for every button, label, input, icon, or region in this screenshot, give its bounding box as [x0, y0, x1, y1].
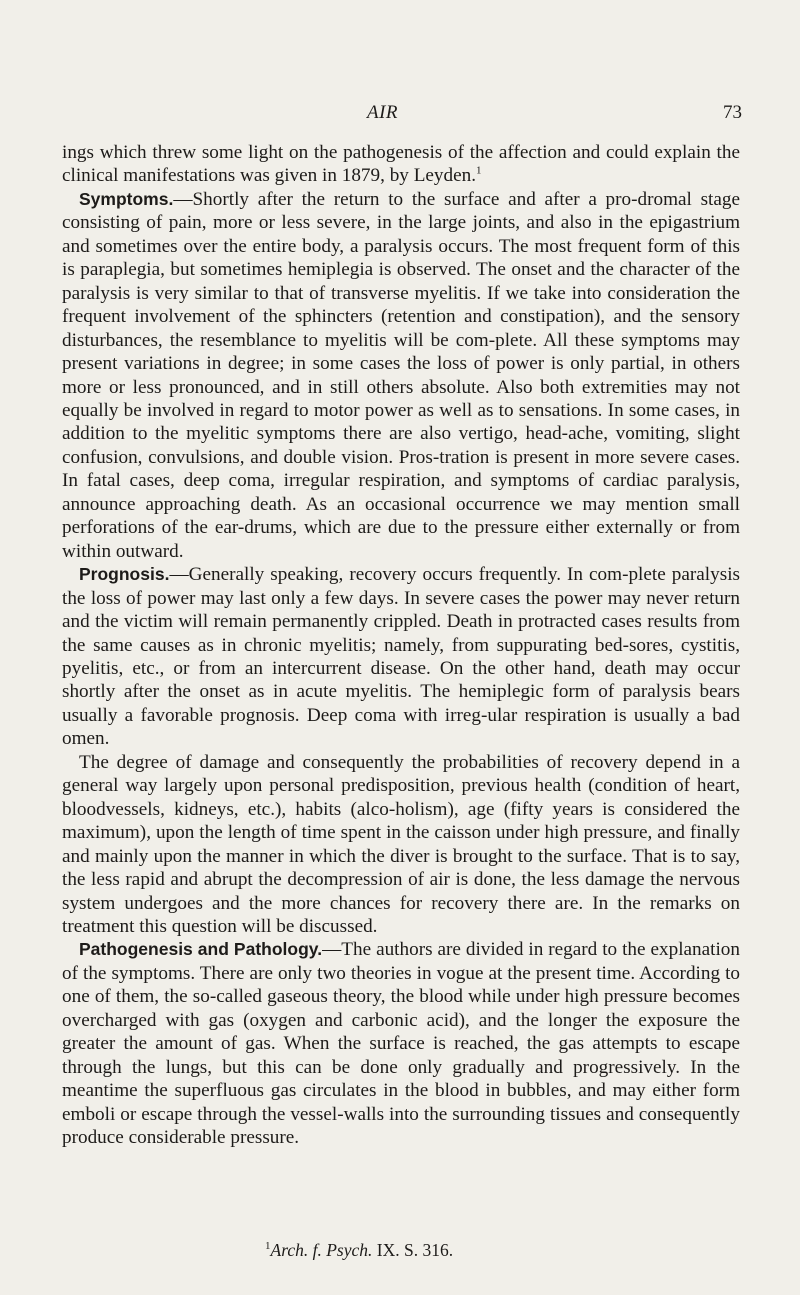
damage-text: The degree of damage and consequently the probabilities of recovery depend in a general way largely upon personal predisposition, previous health (condition of heart, bloodvessels, kidneys, etc.), habits (alco-holism), age (fifty years is considered the maximum), upon the length of time spent in the caisson under high pressure, and finally and mainly upon the manner in which the diver is brought to the surface. That is to say, the less rapid and abrupt the decompression of air is done, the less damage the nervous system undergoes and the more chances for recovery there are. In the remarks on treatment this question will be discussed. — [62, 751, 740, 937]
footnote-marker: 1 — [265, 1240, 271, 1253]
running-title: AIR — [367, 102, 399, 123]
damage-paragraph — [62, 751, 740, 939]
pathogenesis-paragraph — [62, 938, 740, 1149]
prognosis-paragraph — [62, 563, 740, 751]
footnote-reference: 1 — [476, 165, 482, 178]
running-head — [0, 100, 800, 130]
prognosis-heading: Prognosis. — [79, 564, 170, 585]
symptoms-text: —Shortly after the return to the surface and after a pro-dromal stage consisting of pain, more or less severe, in the large joints, and also in the epigastrium and sometimes over the entire body, a paralysis occurs. The most frequent form of this is paraplegia, but sometimes hemiplegia is observed. The onset and the character of the paralysis is very similar to that of transverse myelitis. If we take into consideration the frequent involvement of the sphincters (retention and constipation), and the sensory disturbances, the resemblance to myelitis will be com-plete. All these symptoms may present variations in degree; in some cases the loss of power is only partial, in others more or less pronounced, and in still others absolute. Also both extremities may not equally be involved in regard to motor power as well as to sensations. In some cases, in addition to the myelitic symptoms there are also vertigo, head-ache, vomiting, slight confusion, convulsions, and double vision. Pros-tration is present in more severe cases. In fatal cases, deep coma, irregular respiration, and symptoms of cardiac paralysis, announce approaching death. As an occasional occurrence we may mention small perforations of the ear-drums, which are due to the pressure either externally or from within outward. — [62, 188, 740, 562]
prognosis-text: —Generally speaking, recovery occurs frequently. In com-plete paralysis the loss of power may last only a few days. In severe cases the power may never return and the victim will remain permanently crippled. Death in protracted cases results from the same causes as in chronic myelitis; namely, from suppurating bed-sores, cystitis, pyelitis, etc., or from an intercurrent disease. On the other hand, death may occur shortly after the onset as in acute myelitis. The hemiplegic form of paralysis bears usually a favorable prognosis. Deep coma with irreg-ular respiration is usually a bad omen. — [62, 564, 740, 750]
body-text — [62, 141, 740, 1149]
pathogenesis-heading: Pathogenesis and Pathology. — [79, 939, 323, 960]
footnote-citation: IX. S. 316. — [372, 1240, 454, 1260]
footnote-journal: Arch. f. Psych. — [270, 1240, 373, 1260]
footnote — [265, 1240, 453, 1261]
continuation-paragraph — [62, 141, 740, 188]
symptoms-paragraph — [62, 188, 740, 563]
continuation-text: ings which threw some light on the pathogenesis of the affection and could explain the clinical manifestations was given in 1879, by Leyden. — [62, 142, 740, 187]
symptoms-heading: Symptoms. — [79, 188, 174, 209]
pathogenesis-text: —The authors are divided in regard to the explanation of the symptoms. There are only two theories in vogue at the present time. According to one of them, the so-called gaseous theory, the blood while under high pressure becomes overcharged with gas (oxygen and carbonic acid), and the longer the exposure the greater the amount of gas. When the surface is reached, the gas attempts to escape through the lungs, but this can be done only gradually and progressively. In the meantime the superfluous gas circulates in the blood in bubbles, and may either form emboli or escape through the vessel-walls into the surrounding tissues and consequently produce considerable pressure. — [62, 939, 740, 1149]
page-number: 73 — [723, 102, 742, 123]
